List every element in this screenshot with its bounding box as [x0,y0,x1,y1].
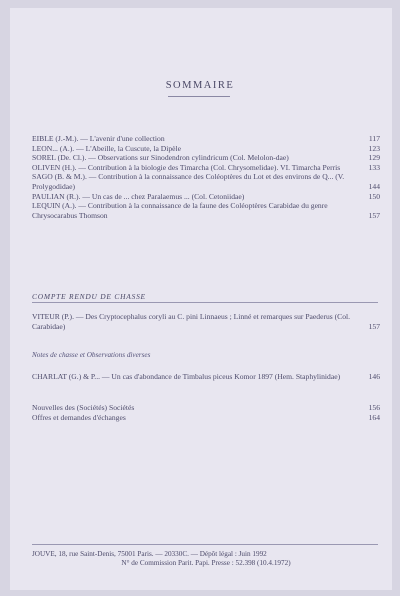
toc-entry-text: PAULIAN (R.). — Un cas de ... chez Paralaemus ... (Col. Cetoniidae) [32,191,245,201]
toc-main [32,134,380,220]
title-underline [168,96,230,97]
toc-entry-page: 144 [368,181,380,191]
imprint-footer [32,550,380,569]
toc-entry-page: 157 [368,321,380,331]
toc-entry[interactable] [32,172,380,191]
footer-line-2: N° de Commission Parit. Papi. Presse : 52.398 (10.4.1972) [121,559,291,568]
toc-entry[interactable] [32,134,380,144]
toc-entry-text: LEQUIN (A.). — Contribution à la connaissance de la faune des Coléoptères Carabidae du genre Chrysocarabus Thomson [32,201,328,220]
toc-entry-text: OLIVEN (H.). — Contribution à la biologie des Timarcha (Col. Chrysomelidae). VI. Timarcha Perris [32,162,341,172]
toc-entry[interactable] [32,153,380,163]
toc-entry-text: Nouvelles des (Sociétés) Sociétés [32,403,135,412]
toc-entry-page: 129 [368,153,380,163]
toc-sub [32,372,380,382]
toc-entry[interactable] [32,372,380,382]
toc-tail [32,403,380,422]
toc-entry-page: 117 [368,134,380,143]
toc-entry-text: SOREL (De. Cl.). — Observations sur Sinodendron cylindricum (Col. Melolon-dae) [32,153,289,163]
toc-section [32,312,380,331]
toc-entry-page: 157 [368,210,380,220]
toc-entry-text: LEON... (A.). — L'Abeille, la Cuscute, la Dipèle [32,143,181,153]
toc-entry-page: 150 [368,191,380,201]
toc-entry[interactable] [32,201,380,220]
sub-heading: Notes de chasse et Observations diverses [32,351,151,359]
toc-entry-page: 123 [368,143,380,153]
toc-entry-page: 164 [368,412,380,422]
toc-entry-text: EIBLE (J.-M.). — L'avenir d'une collection [32,134,165,143]
toc-entry-page: 156 [368,403,380,412]
toc-entry[interactable] [32,413,380,423]
page-title: SOMMAIRE [165,80,235,91]
toc-entry-text: VITEUR (P.). — Des Cryptocephalus coryli au C. pini Linnaeus ; Linné et remarques sur Paederus (Col. Carabidae) [32,312,351,331]
section-heading: COMPTE RENDU DE CHASSE [32,292,146,301]
toc-entry-text: Offres et demandes d'échanges [32,412,126,422]
toc-entry[interactable] [32,144,380,154]
footer-rule [32,544,378,545]
toc-entry-page: 133 [368,162,380,172]
toc-entry[interactable] [32,163,380,173]
toc-entry[interactable] [32,192,380,202]
toc-entry[interactable] [32,312,380,331]
toc-entry-text: CHARLAT (G.) & P... — Un cas d'abondance de Timbalus piceus Komor 1897 (Hem. Staphylinidae) [32,372,341,381]
toc-entry[interactable] [32,403,380,413]
section-rule [32,302,378,303]
footer-line-1: JOUVE, 18, rue Saint-Denis, 75001 Paris. — 20330C. — Dépôt légal : Juin 1992 [32,550,267,558]
toc-entry-page: 146 [368,372,380,381]
toc-entry-text: SAGO (B. & M.). — Contribution à la connaissance des Coléoptères du Lot et des environs de Q... (V. Prolygodidae) [32,172,345,191]
